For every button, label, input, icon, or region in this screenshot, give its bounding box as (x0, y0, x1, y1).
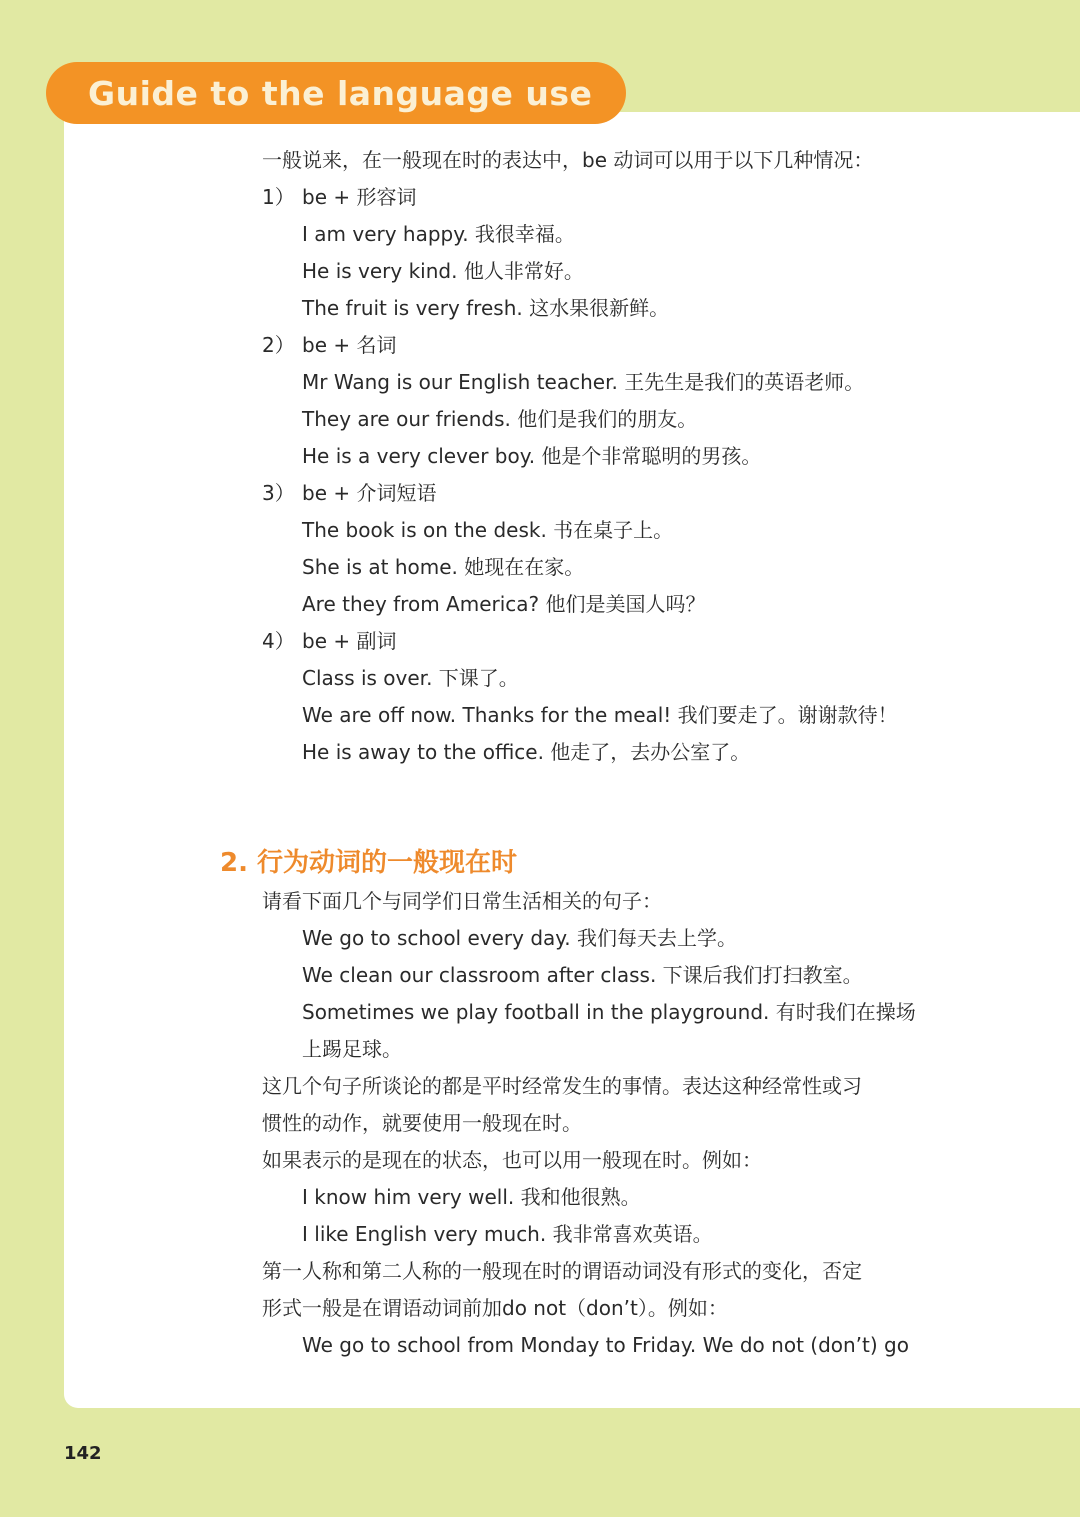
body-line: 请看下面几个与同学们日常生活相关的句子： (262, 889, 662, 913)
group-1-heading (262, 183, 416, 211)
example-line: The book is on the desk. 书在桌子上。 (302, 518, 674, 542)
group-1-label: be + 形容词 (302, 185, 417, 209)
body-line: 形式一般是在谓语动词前加do not（don’t）。例如： (262, 1296, 728, 1320)
example-line: 上踢足球。 (302, 1037, 402, 1061)
section2-heading: 2. 行为动词的一般现在时 (220, 848, 518, 878)
group-4-number: 4） (262, 629, 295, 653)
example-line: The fruit is very fresh. 这水果很新鲜。 (302, 296, 670, 320)
body-line: 第一人称和第二人称的一般现在时的谓语动词没有形式的变化，否定 (262, 1259, 862, 1283)
example-line: I am very happy. 我很幸福。 (302, 222, 575, 246)
example-line: We are off now. Thanks for the meal! 我们要走了。谢谢款待！ (302, 703, 898, 727)
body-line: 这几个句子所谈论的都是平时经常发生的事情。表达这种经常性或习 (262, 1074, 862, 1098)
example-line: Mr Wang is our English teacher. 王先生是我们的英语老师。 (302, 370, 865, 394)
body-line: 如果表示的是现在的状态，也可以用一般现在时。例如： (262, 1148, 762, 1172)
chapter-title: Guide to the language use (88, 73, 593, 113)
group-4-label: be + 副词 (302, 629, 397, 653)
group-2-heading (262, 331, 396, 359)
example-line: They are our friends. 他们是我们的朋友。 (302, 407, 698, 431)
body-line: 惯性的动作，就要使用一般现在时。 (262, 1111, 582, 1135)
example-line: He is a very clever boy. 他是个非常聪明的男孩。 (302, 444, 762, 468)
example-line: He is very kind. 他人非常好。 (302, 259, 584, 283)
chapter-title-banner (46, 62, 626, 124)
example-line: We go to school from Monday to Friday. We do not (don’t) go (302, 1333, 909, 1357)
example-line: Are they from America? 他们是美国人吗？ (302, 592, 706, 616)
group-3-label: be + 介词短语 (302, 481, 437, 505)
group-2-number: 2） (262, 333, 295, 357)
example-line: We clean our classroom after class. 下课后我们打扫教室。 (302, 963, 863, 987)
group-3-heading (262, 479, 436, 507)
example-line: I like English very much. 我非常喜欢英语。 (302, 1222, 713, 1246)
example-line: He is away to the office. 他走了，去办公室了。 (302, 740, 751, 764)
example-line: Sometimes we play football in the playground. 有时我们在操场 (302, 1000, 916, 1024)
example-line: I know him very well. 我和他很熟。 (302, 1185, 641, 1209)
section1-intro: 一般说来，在一般现在时的表达中，be 动词可以用于以下几种情况： (262, 148, 874, 172)
group-3-number: 3） (262, 481, 295, 505)
group-1-number: 1） (262, 185, 295, 209)
example-line: She is at home. 她现在在家。 (302, 555, 585, 579)
group-4-heading (262, 627, 396, 655)
example-line: Class is over. 下课了。 (302, 666, 519, 690)
example-line: We go to school every day. 我们每天去上学。 (302, 926, 737, 950)
page-number: 142 (64, 1443, 102, 1464)
group-2-label: be + 名词 (302, 333, 397, 357)
